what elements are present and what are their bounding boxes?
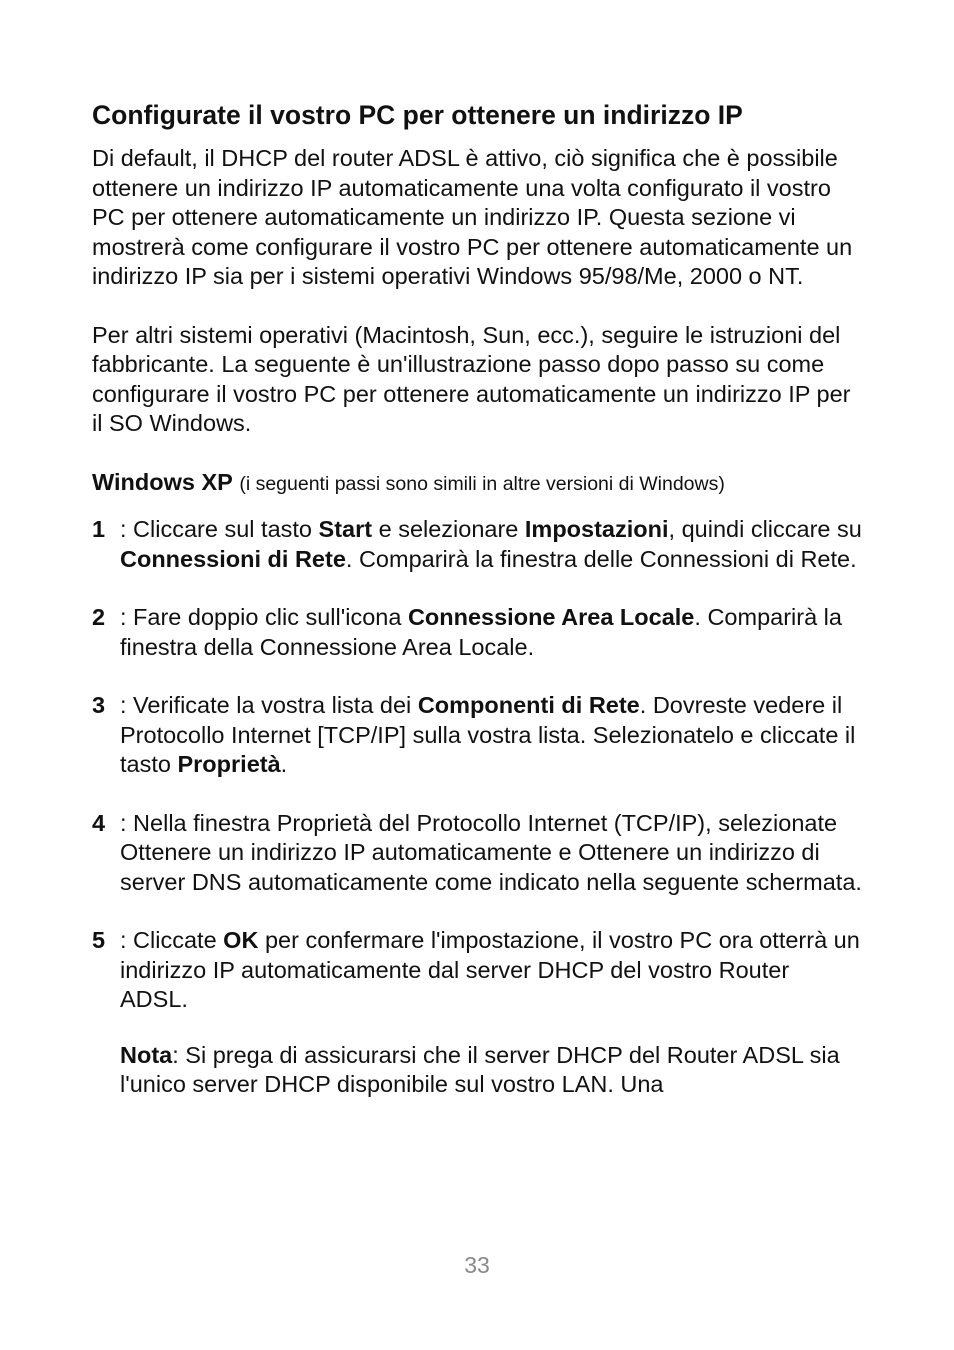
page-number: 33 xyxy=(464,1252,490,1278)
step-1 xyxy=(92,515,862,574)
note-label: Nota xyxy=(120,1041,173,1068)
intro-paragraph: Di default, il DHCP del router ADSL è attivo, ciò significa che è possibile ottenere un indirizzo IP automaticamente una volta configurato il vostro PC per ottenere automaticamente un indirizzo IP. Questa sezione vi mostrerà come configurare il vostro PC per ottenere automaticamente un indirizzo IP sia per i sistemi operativi Windows 95/98/Me, 2000 o NT. xyxy=(92,145,853,290)
step-bold-proprieta: Proprietà xyxy=(177,751,281,778)
step-text xyxy=(120,691,862,780)
note-block xyxy=(120,1041,862,1100)
windows-xp-title: Windows XP xyxy=(92,468,233,495)
step-text xyxy=(120,926,862,1015)
step-text xyxy=(120,603,862,662)
step-3 xyxy=(92,691,862,780)
step-number: 1 xyxy=(92,516,106,543)
windows-xp-subtitle: (i seguenti passi sono simili in altre versioni di Windows) xyxy=(239,472,725,495)
step-number: 2 xyxy=(92,604,106,631)
step-text-part: . Comparirà la finestra delle Connessioni di Rete. xyxy=(345,545,857,572)
step-4 xyxy=(92,809,862,898)
step-bold-start: Start xyxy=(318,516,373,543)
step-bold-impostazioni: Impostazioni xyxy=(524,516,669,543)
other-os-paragraph: Per altri sistemi operativi (Macintosh, Sun, ecc.), seguire le istruzioni del fabbricante. La seguente è un'illustrazione passo dopo passo su come configurare il vostro PC per ottenere automaticamente un indirizzo IP per il SO Windows. xyxy=(92,321,851,437)
step-text-part: . xyxy=(280,751,288,778)
step-number: 5 xyxy=(92,927,106,954)
step-text xyxy=(120,515,862,574)
step-text-part: per confermare l'impostazione, il vostro PC ora otterrà un indirizzo IP automaticamente dal server DHCP del vostro Router ADSL. xyxy=(120,927,860,1013)
step-text-part: : Cliccare sul tasto xyxy=(120,516,319,543)
step-bold-ok: OK xyxy=(223,927,259,954)
step-bold-connessione-area-locale: Connessione Area Locale xyxy=(407,604,695,631)
step-text-part: : Cliccate xyxy=(120,927,224,954)
step-text-part: . Dovreste vedere il Protocollo Internet [TCP/IP] sulla vostra lista. Selezionatelo e cliccate il tasto xyxy=(120,692,856,778)
step-text-part: e selezionare xyxy=(372,516,525,543)
step-text-part: , quindi cliccare su xyxy=(668,516,862,543)
document-page xyxy=(92,98,862,1100)
section-heading: Configurate il vostro PC per ottenere un indirizzo IP xyxy=(92,100,743,130)
step-text-part: . Comparirà la finestra della Connessione Area Locale. xyxy=(120,604,842,660)
step-number: 3 xyxy=(92,692,106,719)
step-5 xyxy=(92,926,862,1015)
step-text-part: : Verificate la vostra lista dei xyxy=(120,692,418,719)
step-number: 4 xyxy=(92,809,106,836)
step-text: : Nella finestra Proprietà del Protocollo Internet (TCP/IP), selezionate Ottenere un indirizzo IP automaticamente e Ottenere un indirizzo di server DNS automaticamente come indicato nella seguente schermata. xyxy=(120,809,862,895)
step-text-part: : Fare doppio clic sull'icona xyxy=(120,604,408,631)
step-bold-connessioni: Connessioni di Rete xyxy=(120,545,346,572)
windows-xp-heading xyxy=(92,468,862,500)
step-2 xyxy=(92,603,862,662)
note-text: : Si prega di assicurarsi che il server DHCP del Router ADSL sia l'unico server DHCP disponibile sul vostro LAN. Una xyxy=(120,1041,840,1098)
step-bold-componenti: Componenti di Rete xyxy=(417,692,640,719)
